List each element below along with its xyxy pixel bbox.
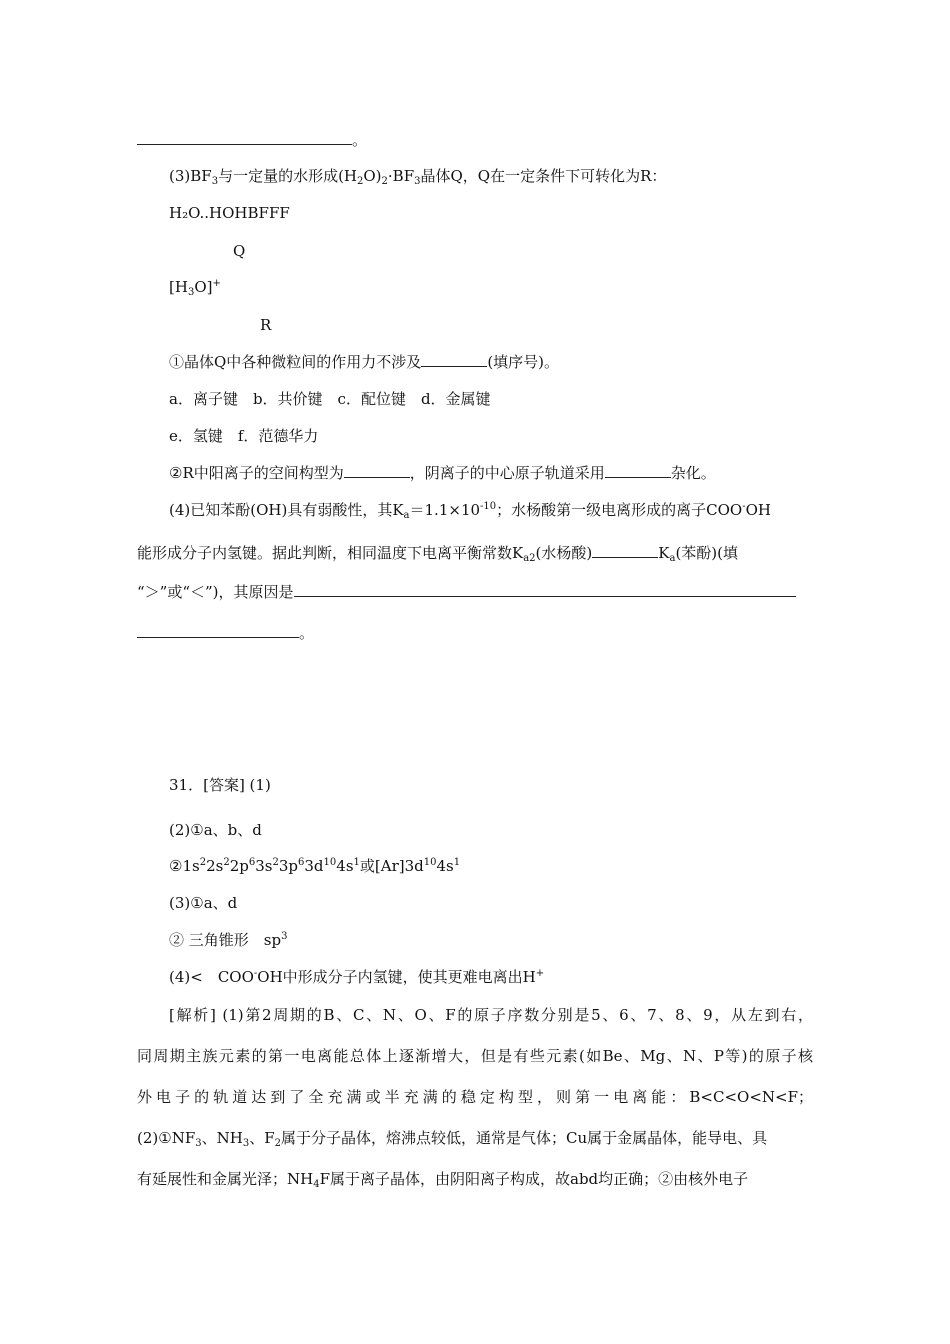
- structure-label-q: Q: [233, 242, 246, 260]
- answer-heading: 31．[答案] (1): [169, 776, 271, 794]
- answer-3-1: (3)①a、d: [169, 894, 238, 912]
- q4-line4: 。: [137, 623, 314, 643]
- continuation-line: 。: [137, 130, 367, 150]
- answer-3-2: ② 三角锥形 $sp^3$: [169, 931, 288, 949]
- analysis-line-3: 外电子的轨道达到了全充满或半充满的稳定构型，则第一电离能：B<C<O<N<F；: [137, 1088, 813, 1106]
- q3-sub1: ①晶体Q中各种微粒间的作用力不涉及 (填序号)。: [169, 353, 560, 371]
- answer-blank: [294, 582, 796, 597]
- answer-blank: [421, 352, 487, 367]
- q4-line3: “＞”或“＜”)，其原因是: [137, 582, 796, 602]
- analysis-line-4: $(2)①NF_3$、$NH_3$、$F_2$属于分子晶体，熔沸点较低，通常是气体；Cu属于金属晶体，能导电、具: [137, 1129, 768, 1149]
- structure-ion: $[H_3O]^+$: [169, 278, 221, 298]
- analysis-line-2: 同周期主族元素的第一电离能总体上逐渐增大，但是有些元素(如Be、Mg、N、P等)的原子核: [137, 1047, 813, 1065]
- q4-line2: 能形成分子内氢键。据此判断，相同温度下电离平衡常数$K_{a2}$(水杨酸) $K_a$(苯酚)(填: [137, 544, 739, 564]
- answer-blank: [137, 130, 352, 145]
- answer-blank: [137, 623, 299, 638]
- answer-blank: [592, 543, 658, 558]
- answer-4: (4)< COO-OH中形成分子内氢键，使其更难电离出H+: [169, 968, 545, 986]
- analysis-line-1: [解析] (1)第2周期的B、C、N、O、F的原子序数分别是5、6、7、8、9，从左到右，: [169, 1006, 813, 1024]
- analysis-line-5: 有延展性和金属光泽；$NH_4F$属于离子晶体，由阴阳离子构成，故abd均正确；②由核外电子: [137, 1170, 749, 1190]
- q3-intro: $(3)BF_3$与一定量的水形成$(H_2O)_2\cdot BF_3$晶体Q，Q在一定条件下可转化为R：: [169, 167, 667, 187]
- q3-options-2: e．氢键 f．范德华力: [169, 427, 319, 445]
- q4-line1: (4)已知苯酚(OH)具有弱酸性，其$K_a=1.1\times 10^{-10}$；水杨酸第一级电离形成的离子COO-OH: [169, 501, 771, 521]
- answer-2-2: $②1s^22s^22p^63s^23p^63d^{10}4s^1$或$[Ar]3d^{10}4s^1$: [169, 857, 461, 875]
- q3-options-1: a．离子键 b．共价键 c．配位键 d．金属键: [169, 390, 491, 408]
- structure-label-r: R: [260, 316, 272, 334]
- q3-sub2: ②R中阳离子的空间构型为 ，阴离子的中心原子轨道采用 杂化。: [169, 464, 716, 482]
- answer-blank: [605, 463, 671, 478]
- answer-blank: [344, 463, 410, 478]
- answer-2-1: (2)①a、b、d: [169, 821, 262, 839]
- structure-formula-q: H₂O..HOHBFFF: [169, 204, 290, 222]
